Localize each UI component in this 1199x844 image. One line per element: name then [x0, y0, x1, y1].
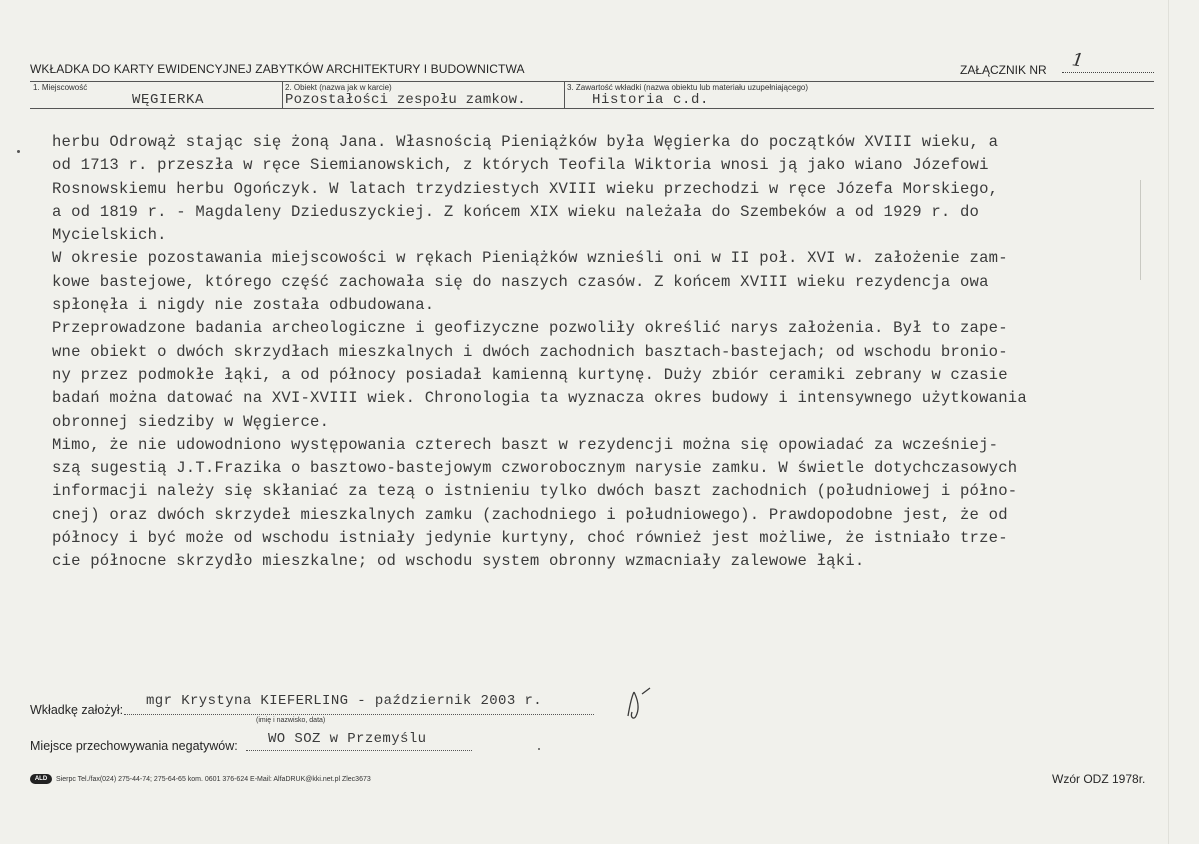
- text-line: a od 1819 r. - Magdaleny Dzieduszyckiej. Z końcem XIX wieku należała do Szembeków a od 1929 r. do: [52, 202, 980, 221]
- text-line: cnej) oraz dwóch skrzydeł mieszkalnych zamku (zachodniego i południowego). Prawdopodobne jest, że od: [52, 505, 1008, 524]
- stray-mark: [17, 150, 20, 153]
- negatives-value: WO SOZ w Przemyślu: [268, 731, 427, 747]
- text-line: Przeprowadzone badania archeologiczne i geofizyczne pozwoliły określić narys założenia. Był to zape-: [52, 319, 1008, 338]
- text-line: Mycielskich.: [52, 226, 167, 245]
- text-line: obronnej siedziby w Węgierce.: [52, 412, 330, 431]
- text-line: spłonęła i nigdy nie została odbudowana.: [52, 296, 435, 315]
- text-line: od 1713 r. przeszła w ręce Siemianowskich, z których Teofila Wiktoria wnosi ją jako wiano Józefowi: [52, 156, 989, 175]
- author-label: Wkładkę założył:: [30, 703, 124, 717]
- object-value: Pozostałości zespołu zamkow.: [285, 92, 526, 108]
- text-line: cie północne skrzydło mieszkalne; od wschodu system obronny wzmacniały zalewowe łąki.: [52, 552, 865, 571]
- negatives-label: Miejsce przechowywania negatywów:: [30, 739, 238, 753]
- header-bottom-rule: [30, 108, 1154, 109]
- text-line: W okresie pozostawania miejscowości w rękach Pieniążków wznieśli oni w II poł. XVI w. założenie zam-: [52, 249, 1008, 268]
- content-value: Historia c.d.: [592, 92, 710, 108]
- locality-value: WĘGIERKA: [132, 92, 205, 108]
- field-divider-1: [282, 81, 283, 108]
- text-line: szą sugestią J.T.Frazika o basztowo-bastejowym czworobocznym narysie zamku. W świetle dotychczasowych: [52, 459, 1018, 478]
- author-dotted-line: [124, 714, 594, 715]
- text-line: informacji należy się skłaniać za tezą o istnieniu tylko dwóch baszt zachodnich (południowej i półno-: [52, 482, 1018, 501]
- form-code: Wzór ODZ 1978r.: [1052, 772, 1146, 786]
- attachment-dotted-line: [1062, 72, 1154, 73]
- text-line: kowe bastejowe, którego część zachowała się do naszych czasów. Z końcem XVIII wieku rezydencja owa: [52, 272, 989, 291]
- page-fold-line: [1140, 180, 1141, 280]
- attachment-number: 1: [1070, 49, 1085, 72]
- stray-mark: [538, 748, 540, 750]
- text-line: Mimo, że nie udowodniono występowania czterech baszt w rezydencji można się opowiadać za wcześniej-: [52, 435, 999, 454]
- text-line: ny przez podmokłe łąki, a od północy posiadał kamienną kurtynę. Duży zbiór ceramiki zebrany w czasie: [52, 365, 1008, 384]
- text-line: północy i być może od wschodu istniały jedynie kurtyny, choć również jest możliwe, że istniało trze-: [52, 529, 1008, 548]
- printer-info: [30, 774, 371, 784]
- history-text: [52, 131, 1092, 574]
- attachment-label: ZAŁĄCZNIK NR: [960, 63, 1047, 77]
- printer-info-text: Sierpc Tel./fax(024) 275-44-74; 275-64-65 kom. 0601 376-624 E-Mail: AlfaDRUK@kki.net.pl Zlec3673: [56, 775, 371, 783]
- signature-mark: [620, 686, 660, 726]
- author-caption: (imię i nazwisko, data): [256, 717, 326, 724]
- document-title: WKŁADKA DO KARTY EWIDENCYJNEJ ZABYTKÓW ARCHITEKTURY I BUDOWNICTWA: [30, 62, 525, 76]
- text-line: badań można datować na XVI-XVIII wiek. Chronologia ta wyznacza okres budowy i intensywnego użytkowania: [52, 389, 1027, 408]
- object-label: 2. Obiekt (nazwa jak w karcie): [285, 83, 392, 92]
- negatives-dotted-line: [246, 750, 472, 751]
- field-divider-2: [564, 81, 565, 108]
- page-edge-right: [1168, 0, 1169, 844]
- locality-label: 1. Miejscowość: [33, 83, 88, 92]
- text-line: wne obiekt o dwóch skrzydłach mieszkalnych i dwóch zachodnich basztach-bastejach; od wschodu broniо-: [52, 342, 1008, 361]
- author-value: mgr Krystyna KIEFERLING - październik 2003 r.: [146, 693, 543, 709]
- header-top-rule: [30, 81, 1154, 82]
- printer-logo: ALD: [30, 774, 52, 784]
- text-line: Rosnowskiemu herbu Ogończyk. W latach trzydziestych XVIII wieku przechodzi w ręce Józefa Morskiego,: [52, 179, 999, 198]
- text-line: herbu Odrowąż stając się żoną Jana. Własnością Pieniążków była Węgierka do początków XVIII wieku, a: [52, 133, 999, 151]
- content-label: 3. Zawartość wkładki (nazwa obiektu lub materiału uzupełniającego): [567, 83, 809, 92]
